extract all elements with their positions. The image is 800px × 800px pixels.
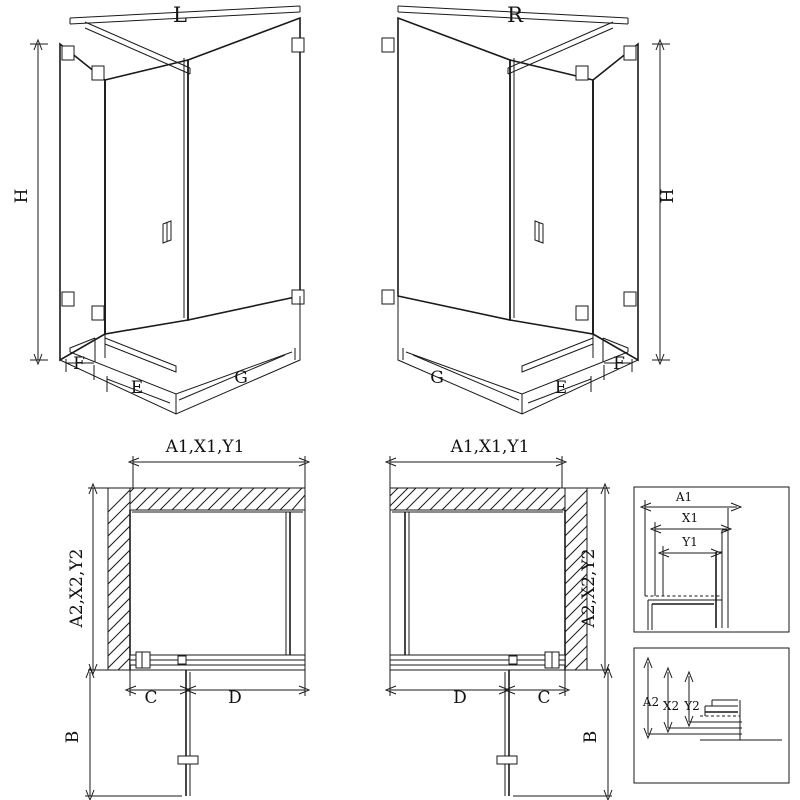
tray-step-left bbox=[70, 338, 95, 352]
bottom-seal-left bbox=[105, 338, 176, 372]
fitting-plan-right bbox=[509, 656, 517, 664]
detail-view-top bbox=[634, 487, 789, 632]
support-bar-a bbox=[85, 22, 190, 68]
dim-label-E-right: E bbox=[554, 378, 568, 398]
wall-hatch-top-right bbox=[390, 488, 587, 510]
isometric-view-left bbox=[12, 3, 304, 414]
hinge-plan-left bbox=[136, 652, 150, 668]
bottom-seal-right bbox=[522, 338, 593, 372]
detail-label-X2: X2 bbox=[662, 699, 680, 713]
view-label-R: R bbox=[507, 3, 523, 27]
side-panel-right bbox=[398, 18, 510, 320]
detail-label-X1: X1 bbox=[681, 511, 699, 525]
door-handle-plan-left bbox=[178, 756, 198, 764]
enclosure-outline-left bbox=[130, 510, 305, 670]
enclosure-outline-right bbox=[390, 510, 565, 670]
isometric-view-right bbox=[382, 3, 678, 414]
wall-bracket-top-right bbox=[382, 38, 394, 52]
door-panel-right bbox=[593, 44, 638, 360]
dim-label-H-left: H bbox=[12, 188, 32, 204]
dim-label-B-right: B bbox=[581, 730, 601, 744]
dim-label-A1X1Y1-right: A1,X1,Y1 bbox=[450, 437, 530, 457]
wall-bracket-bottom bbox=[292, 290, 304, 304]
detail-view-bottom bbox=[634, 648, 789, 783]
dim-label-E-left: E bbox=[130, 378, 144, 398]
tray-step-right bbox=[603, 338, 628, 352]
side-panel-left bbox=[188, 18, 300, 320]
fixed-panel-left bbox=[105, 60, 188, 334]
hinge-bottom-inner bbox=[92, 306, 104, 320]
wall-bracket-bottom-right bbox=[382, 290, 394, 304]
plan-view-left bbox=[63, 437, 309, 800]
hinge-top-left bbox=[62, 46, 74, 60]
fixed-panel-right bbox=[510, 60, 593, 334]
tray-outline-right bbox=[398, 296, 638, 414]
dim-G-left-line bbox=[179, 355, 285, 400]
dim-label-H-right: H bbox=[658, 188, 678, 204]
detail-label-Y2: Y2 bbox=[684, 699, 700, 713]
hinge-bottom-inner-right bbox=[576, 306, 588, 320]
hinge-top-inner-right bbox=[576, 66, 588, 80]
dim-G-right-line bbox=[413, 355, 519, 400]
detail-top-frame bbox=[634, 487, 789, 632]
detail-label-A1: A1 bbox=[675, 490, 693, 504]
detail-label-Y1: Y1 bbox=[682, 535, 698, 549]
dim-label-D-right: D bbox=[453, 688, 467, 708]
hinge-top-inner bbox=[92, 66, 104, 80]
dim-label-A2X2Y2-left: A2,X2,Y2 bbox=[67, 548, 87, 628]
support-bar-a-r bbox=[508, 22, 613, 68]
wall-hatch-top-left bbox=[108, 488, 305, 510]
dim-label-C-left: C bbox=[144, 688, 158, 708]
hinge-top-right bbox=[624, 46, 636, 60]
support-bar-b-r bbox=[508, 28, 613, 74]
plan-view-right bbox=[386, 437, 612, 800]
wall-bracket-top bbox=[292, 38, 304, 52]
door-handle-plan-right bbox=[497, 756, 517, 764]
dim-label-F-left: F bbox=[73, 354, 85, 374]
view-label-L: L bbox=[173, 3, 187, 27]
hinge-bottom-left bbox=[62, 292, 74, 306]
dim-label-B-left: B bbox=[63, 730, 83, 744]
tray-inner-left bbox=[70, 352, 292, 394]
dim-label-C-right: C bbox=[537, 688, 551, 708]
dim-label-G-left: G bbox=[234, 368, 248, 388]
dim-label-A2X2Y2-right: A2,X2,Y2 bbox=[579, 548, 599, 628]
dim-label-F-right: F bbox=[613, 354, 625, 374]
fitting-plan-left bbox=[178, 656, 186, 664]
wall-left-left bbox=[108, 488, 130, 670]
hinge-bottom-right bbox=[624, 292, 636, 306]
dim-label-A1X1Y1-left: A1,X1,Y1 bbox=[165, 437, 245, 457]
dim-label-G-right: G bbox=[430, 368, 444, 388]
detail-label-A2: A2 bbox=[642, 695, 660, 709]
wall-hatch-left-left bbox=[108, 488, 130, 670]
dim-label-D-left: D bbox=[228, 688, 242, 708]
